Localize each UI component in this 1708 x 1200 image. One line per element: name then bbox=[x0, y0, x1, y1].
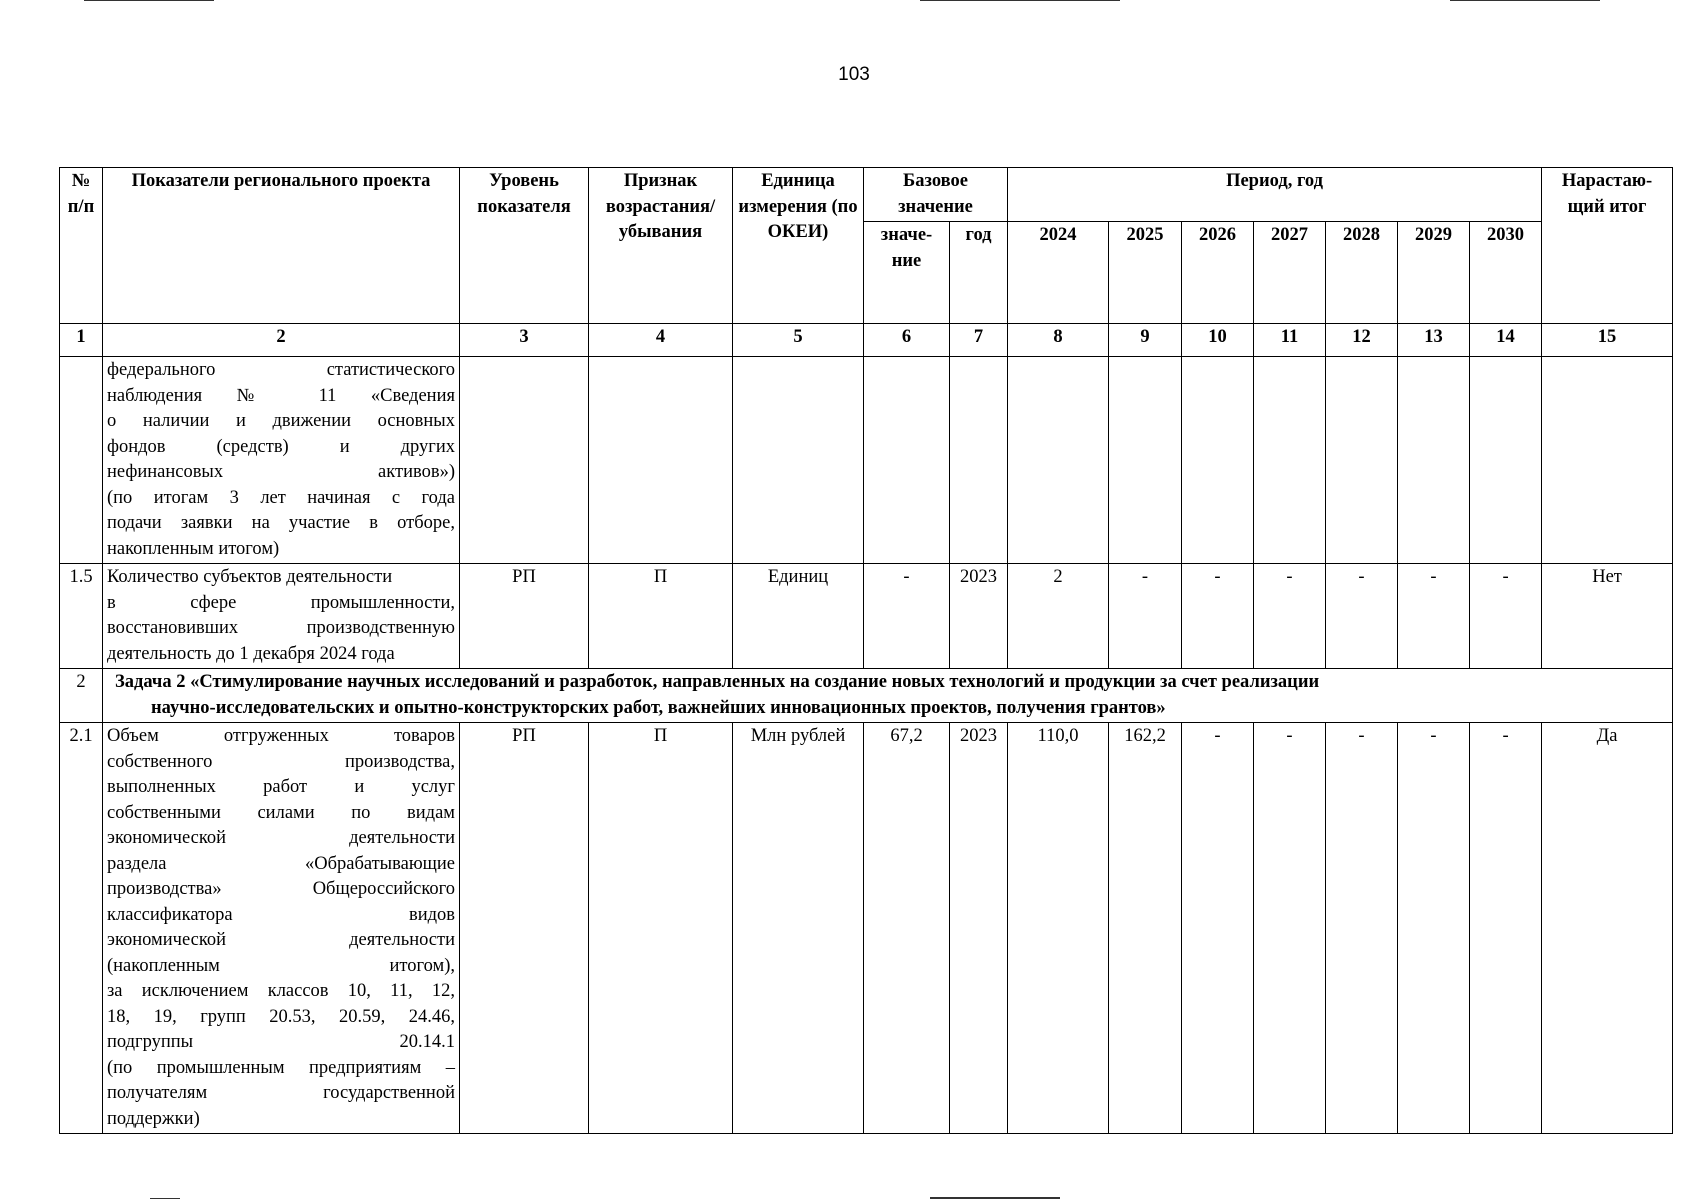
year-value-cell: - bbox=[1254, 564, 1326, 669]
empty-cell bbox=[1182, 357, 1254, 564]
column-number: 13 bbox=[1398, 324, 1470, 357]
year-value-cell: - bbox=[1254, 723, 1326, 1134]
column-number: 11 bbox=[1254, 324, 1326, 357]
page-number: 103 bbox=[838, 64, 870, 85]
header-year: 2028 bbox=[1326, 222, 1398, 324]
column-number: 6 bbox=[864, 324, 950, 357]
indicator-text bbox=[103, 723, 460, 1134]
year-value-cell: - bbox=[1470, 723, 1542, 1134]
column-number: 4 bbox=[589, 324, 733, 357]
header-unit: Единица измерения (по ОКЕИ) bbox=[733, 168, 864, 324]
indicator-line: выполненных работ и услуг bbox=[107, 777, 455, 797]
column-number: 12 bbox=[1326, 324, 1398, 357]
empty-cell bbox=[1398, 357, 1470, 564]
indicator-line: Объем отгруженных товаров bbox=[107, 726, 455, 746]
indicator-line: подгруппы 20.14.1 bbox=[107, 1032, 455, 1052]
year-value-cell: - bbox=[1326, 723, 1398, 1134]
indicator-line: о наличии и движении основных bbox=[107, 411, 455, 431]
header-num: № п/п bbox=[60, 168, 103, 324]
year-value-cell: 110,0 bbox=[1008, 723, 1109, 1134]
header-row-1 bbox=[60, 168, 1673, 222]
empty-cell bbox=[1542, 357, 1673, 564]
column-number: 10 bbox=[1182, 324, 1254, 357]
header-base-value: значе-ние bbox=[864, 222, 950, 324]
trend-cell: П bbox=[589, 723, 733, 1134]
header-indicator: Показатели регионального проекта bbox=[103, 168, 460, 324]
task-num: 2 bbox=[60, 669, 103, 723]
indicator-line: подачи заявки на участие в отборе, bbox=[107, 513, 455, 533]
row-num: 1.5 bbox=[60, 564, 103, 669]
base-value-cell: - bbox=[864, 564, 950, 669]
empty-cell bbox=[950, 357, 1008, 564]
base-year-cell: 2023 bbox=[950, 564, 1008, 669]
scan-mark bbox=[84, 0, 214, 1]
header-base-year: год bbox=[950, 222, 1008, 324]
year-value-cell: 2 bbox=[1008, 564, 1109, 669]
year-value-cell: - bbox=[1326, 564, 1398, 669]
year-value-cell: 162,2 bbox=[1109, 723, 1182, 1134]
year-value-cell: - bbox=[1109, 564, 1182, 669]
header-base: Базовое значение bbox=[864, 168, 1008, 222]
column-number: 3 bbox=[460, 324, 589, 357]
column-number-row bbox=[60, 324, 1673, 357]
indicator-line: собственного производства, bbox=[107, 751, 455, 772]
scan-mark bbox=[930, 1197, 1060, 1199]
level-cell: РП bbox=[460, 723, 589, 1134]
table-row-continuation bbox=[60, 357, 1673, 564]
header-period: Период, год bbox=[1008, 168, 1542, 222]
indicator-line: накопленным итогом) bbox=[107, 538, 280, 559]
year-value-cell: - bbox=[1398, 564, 1470, 669]
column-number: 8 bbox=[1008, 324, 1109, 357]
year-value-cell: - bbox=[1398, 723, 1470, 1134]
unit-cell: Единиц bbox=[733, 564, 864, 669]
header-year: 2024 bbox=[1008, 222, 1109, 324]
row-num-cell bbox=[60, 357, 103, 564]
indicator-line: (по промышленным предприятиям – bbox=[107, 1057, 455, 1078]
empty-cell bbox=[460, 357, 589, 564]
cumulative-cell: Да bbox=[1542, 723, 1673, 1134]
empty-cell bbox=[1109, 357, 1182, 564]
scan-mark bbox=[150, 1198, 180, 1199]
cumulative-cell: Нет bbox=[1542, 564, 1673, 669]
task-title bbox=[103, 669, 1673, 723]
indicator-line: нефинансовых активов») bbox=[107, 462, 455, 482]
indicator-line: Количество субъектов деятельности bbox=[107, 567, 393, 587]
indicator-line: наблюдения № 11 «Сведения bbox=[107, 385, 455, 406]
indicator-line: за исключением классов 10, 11, 12, bbox=[107, 981, 455, 1001]
empty-cell bbox=[864, 357, 950, 564]
scan-mark bbox=[1450, 0, 1600, 1]
indicator-line: восстановивших производственную bbox=[107, 618, 455, 638]
indicator-line: фондов (средств) и других bbox=[107, 436, 455, 457]
column-number: 9 bbox=[1109, 324, 1182, 357]
year-value-cell: - bbox=[1182, 564, 1254, 669]
indicator-text bbox=[103, 357, 460, 564]
task-title-line: научно-исследовательских и опытно-конструкторских работ, важнейших инновационных проектов, получения грантов» bbox=[151, 697, 1166, 718]
indicator-line: в сфере промышленности, bbox=[107, 592, 455, 613]
level-cell: РП bbox=[460, 564, 589, 669]
base-year-cell: 2023 bbox=[950, 723, 1008, 1134]
base-value-cell: 67,2 bbox=[864, 723, 950, 1134]
indicator-line: (накопленным итогом), bbox=[107, 955, 455, 976]
header-trend: Признак возрастания/ убывания bbox=[589, 168, 733, 324]
empty-cell bbox=[1254, 357, 1326, 564]
column-number: 1 bbox=[60, 324, 103, 357]
year-value-cell: - bbox=[1182, 723, 1254, 1134]
indicator-line: экономической деятельности bbox=[107, 828, 455, 848]
task-row-2 bbox=[60, 669, 1673, 723]
indicator-line: 18, 19, групп 20.53, 20.59, 24.46, bbox=[107, 1006, 455, 1027]
empty-cell bbox=[1008, 357, 1109, 564]
table-row-1-5 bbox=[60, 564, 1673, 669]
indicator-line: деятельность до 1 декабря 2024 года bbox=[107, 643, 395, 664]
indicator-text bbox=[103, 564, 460, 669]
header-year: 2027 bbox=[1254, 222, 1326, 324]
empty-cell bbox=[1326, 357, 1398, 564]
indicator-line: поддержки) bbox=[107, 1108, 200, 1129]
indicator-line: производства» Общероссийского bbox=[107, 879, 455, 899]
empty-cell bbox=[733, 357, 864, 564]
header-year: 2025 bbox=[1109, 222, 1182, 324]
indicator-line: (по итогам 3 лет начиная с года bbox=[107, 487, 455, 508]
indicator-line: экономической деятельности bbox=[107, 930, 455, 950]
indicator-line: классификатора видов bbox=[107, 904, 455, 925]
indicator-line: федерального статистического bbox=[107, 360, 455, 380]
empty-cell bbox=[589, 357, 733, 564]
column-number: 14 bbox=[1470, 324, 1542, 357]
column-number: 15 bbox=[1542, 324, 1673, 357]
column-number: 7 bbox=[950, 324, 1008, 357]
column-number: 2 bbox=[103, 324, 460, 357]
year-value-cell: - bbox=[1470, 564, 1542, 669]
row-num: 2.1 bbox=[60, 723, 103, 1134]
task-title-line: Задача 2 «Стимулирование научных исследований и разработок, направленных на создание новых технологий и продукции за счет реализации bbox=[115, 672, 1320, 692]
table-row-2-1 bbox=[60, 723, 1673, 1134]
header-level: Уровень показателя bbox=[460, 168, 589, 324]
header-year: 2030 bbox=[1470, 222, 1542, 324]
indicator-line: раздела «Обрабатывающие bbox=[107, 853, 455, 874]
indicator-line: собственными силами по видам bbox=[107, 802, 455, 823]
scan-mark bbox=[920, 0, 1120, 1]
header-year: 2029 bbox=[1398, 222, 1470, 324]
indicators-table bbox=[59, 167, 1673, 1134]
empty-cell bbox=[1470, 357, 1542, 564]
unit-cell: Млн рублей bbox=[733, 723, 864, 1134]
header-year: 2026 bbox=[1182, 222, 1254, 324]
indicator-line: получателям государственной bbox=[107, 1083, 455, 1103]
column-number: 5 bbox=[733, 324, 864, 357]
trend-cell: П bbox=[589, 564, 733, 669]
header-cumulative: Нарастаю-щий итог bbox=[1542, 168, 1673, 324]
